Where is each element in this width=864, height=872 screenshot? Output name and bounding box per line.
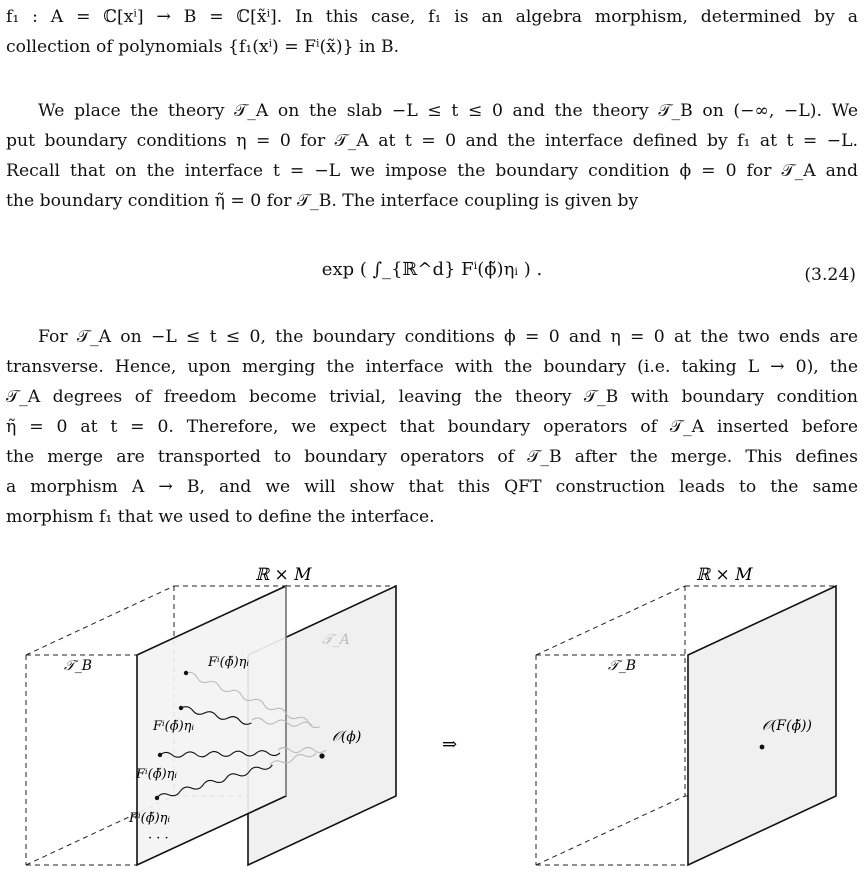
figure-svg bbox=[0, 560, 864, 868]
paragraph-line: the boundary condition η̃ = 0 for 𝒯_B. The interface coupling is given by bbox=[6, 191, 639, 211]
right-label-TB: 𝒯_B bbox=[608, 658, 637, 674]
operator-point-right bbox=[760, 745, 765, 750]
left-diagram bbox=[26, 565, 396, 865]
equation-body: exp ( ∫_{ℝ^d} Fⁱ(ϕ̃)ηᵢ ) . bbox=[321, 259, 543, 280]
insertion-label-1: Fⁱ(ϕ̃)ηᵢ bbox=[208, 655, 250, 670]
insertion-ellipsis: · · · bbox=[148, 831, 169, 846]
display-equation bbox=[0, 245, 864, 315]
left-label-TA: 𝒯_A bbox=[322, 632, 350, 648]
operator-label-right: 𝒪(F(ϕ̃)) bbox=[762, 718, 812, 734]
paragraph-line: transverse. Hence, upon merging the interface with the boundary (i.e. taking L → 0), the bbox=[6, 357, 858, 377]
paragraph-1 bbox=[6, 2, 858, 62]
left-label-TB: 𝒯_B bbox=[64, 658, 93, 674]
paragraph-line: put boundary conditions η = 0 for 𝒯_A at t = 0 and the interface defined by f₁ at t = −L. bbox=[6, 131, 858, 151]
paragraph-3 bbox=[6, 322, 858, 532]
right-title: ℝ × M bbox=[696, 565, 753, 585]
insertion-label-2: Fⁱ(ϕ̃)ηᵢ bbox=[153, 719, 195, 734]
right-diagram bbox=[536, 565, 836, 865]
insertion-label-3: Fⁱ(ϕ̃)ηᵢ bbox=[136, 767, 178, 782]
implies-arrow: ⇒ bbox=[442, 734, 458, 755]
paragraph-line: η̃ = 0 at t = 0. Therefore, we expect that boundary operators of 𝒯_A inserted before bbox=[6, 417, 858, 437]
paragraph-2 bbox=[6, 96, 858, 216]
equation-number: (3.24) bbox=[804, 265, 856, 285]
insertion-label-4: Fⁱ(ϕ̃)ηᵢ bbox=[129, 811, 171, 826]
paragraph-line: morphism f₁ that we used to define the interface. bbox=[6, 507, 435, 527]
operator-label-left: 𝒪(ϕ) bbox=[332, 729, 362, 745]
left-title: ℝ × M bbox=[255, 565, 312, 585]
figure-interface-merge bbox=[0, 560, 864, 868]
paragraph-line: 𝒯_A degrees of freedom become trivial, leaving the theory 𝒯_B with boundary condition bbox=[6, 387, 858, 407]
paragraph-line: f₁ : A = ℂ[xⁱ] → B = ℂ[x̃ⁱ]. In this case, f₁ is an algebra morphism, determined by a bbox=[6, 7, 858, 27]
paragraph-line: Recall that on the interface t = −L we impose the boundary condition ϕ = 0 for 𝒯_A and bbox=[6, 161, 858, 181]
paragraph-line: a morphism A → B, and we will show that this QFT construction leads to the same bbox=[6, 477, 858, 497]
paragraph-line: collection of polynomials {f₁(xⁱ) = Fⁱ(x̃)} in B. bbox=[6, 37, 400, 57]
paragraph-line: the merge are transported to boundary operators of 𝒯_B after the merge. This defines bbox=[6, 447, 858, 467]
paragraph-line: For 𝒯_A on −L ≤ t ≤ 0, the boundary conditions ϕ = 0 and η = 0 at the two ends are bbox=[38, 327, 858, 347]
paragraph-line: We place the theory 𝒯_A on the slab −L ≤ t ≤ 0 and the theory 𝒯_B on (−∞, −L). We bbox=[38, 101, 858, 121]
